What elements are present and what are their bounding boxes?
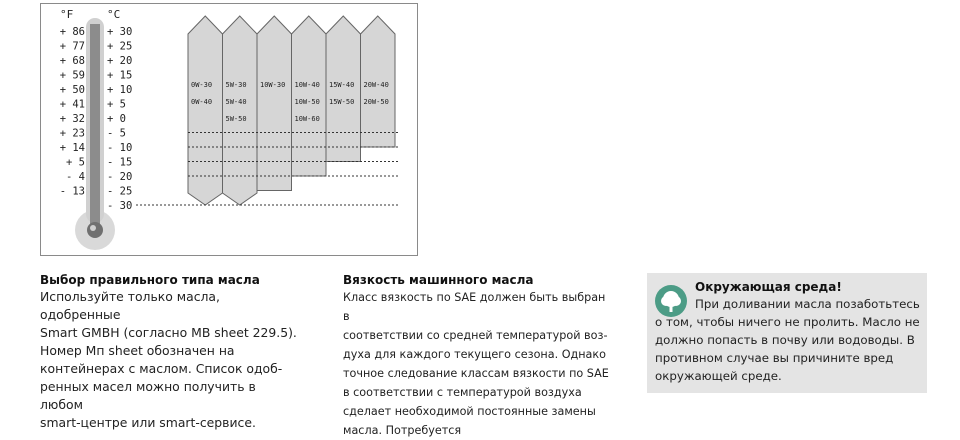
viscosity-column (257, 16, 292, 191)
viscosity-grade-label: 5W-50 (225, 115, 247, 123)
fahrenheit-tick-label: + 32 (59, 113, 85, 125)
text-line: духа для каждого текущего сезона. Однако (343, 348, 607, 361)
viscosity-grade-label: 10W-60 (294, 115, 320, 123)
text-line: smart-центре или smart-сервисе. (40, 415, 256, 430)
viscosity-grade-label: 10W-40 (294, 81, 320, 89)
celsius-tick-label: + 10 (107, 84, 133, 96)
celsius-tick-label: - 25 (107, 185, 133, 198)
text-line: Используйте только масла, одобренные (40, 289, 220, 322)
fahrenheit-tick-label: + 50 (59, 84, 85, 96)
environment-notice (647, 273, 927, 393)
viscosity-grade-label: 0W-40 (191, 98, 213, 106)
thermometer-bulb-highlight (90, 225, 96, 231)
fahrenheit-tick-label: + 77 (59, 40, 85, 53)
viscosity-grade-label: 20W-40 (363, 81, 389, 89)
viscosity-column (223, 16, 258, 205)
text-line: контейнерах с маслом. Список одоб- (40, 361, 283, 376)
viscosity-grade-label: 10W-50 (294, 98, 320, 106)
celsius-tick-label: - 5 (107, 127, 126, 140)
viscosity-grade-label: 15W-40 (329, 81, 355, 89)
fahrenheit-tick-label: + 5 (66, 156, 85, 169)
celsius-tick-label: - 20 (107, 171, 133, 183)
text-line: Класс вязкость по SAE должен быть выбран в (343, 291, 606, 323)
thermometer-tube-inner (90, 24, 100, 224)
text-line: масла. Потребуется (343, 424, 462, 437)
fahrenheit-tick-label: + 23 (59, 127, 85, 140)
celsius-tick-label: + 0 (107, 113, 126, 125)
viscosity-grade-label: 5W-40 (225, 98, 247, 106)
environment-text: При доливании масла позаботьтесь о том, чтобы ничего не пролить. Масло не должно попасть в почву или водоводы. В противном случае вы причините вред окружающей среде. (655, 297, 920, 383)
text-line: сделает необходимой постоянные замены (343, 405, 596, 418)
environment-title: Окружающая среда! (695, 280, 842, 294)
celsius-unit: °C (107, 8, 121, 21)
viscosity-grade-label: 0W-30 (191, 81, 213, 89)
viscosity-grade-label: 10W-30 (260, 81, 286, 89)
text-line: Номер Мп sheet обозначен на (40, 343, 235, 358)
celsius-tick-label: - 30 (107, 200, 133, 212)
viscosity-grade-label: 5W-30 (225, 81, 247, 89)
celsius-tick-label: + 5 (107, 98, 126, 111)
fahrenheit-tick-label: + 86 (59, 26, 85, 38)
section-viscosity (343, 272, 613, 437)
fahrenheit-tick-label: - 13 (59, 185, 85, 198)
text-line: Smart GMBH (согласно MB sheet 229.5). (40, 325, 297, 340)
section-oil-type-title: Выбор правильного типа масла (40, 273, 260, 287)
fahrenheit-tick-label: + 41 (59, 98, 85, 111)
fahrenheit-tick-label: + 68 (59, 55, 85, 67)
chart-canvas (41, 4, 419, 257)
viscosity-grade-label: 15W-50 (329, 98, 355, 106)
celsius-tick-label: + 20 (107, 55, 133, 67)
celsius-tick-label: + 25 (107, 40, 133, 53)
text-line: точное следование классам вязкости по SAE (343, 367, 609, 380)
celsius-tick-label: + 30 (107, 26, 133, 38)
viscosity-column (292, 16, 327, 176)
viscosity-column (188, 16, 223, 205)
celsius-tick-label: + 15 (107, 69, 133, 82)
celsius-tick-label: - 15 (107, 156, 133, 169)
fahrenheit-tick-label: - 4 (66, 171, 85, 183)
section-viscosity-title: Вязкость машинного масла (343, 273, 534, 287)
viscosity-grade-label: 20W-50 (363, 98, 389, 106)
fahrenheit-tick-label: + 59 (59, 69, 85, 82)
text-line: в соответствии с температурой воздуха (343, 386, 582, 399)
section-oil-type (40, 272, 302, 432)
text-line: ренных масел можно получить в любом (40, 379, 256, 412)
oil-viscosity-chart (40, 3, 418, 256)
fahrenheit-tick-label: + 14 (59, 142, 85, 154)
celsius-tick-label: - 10 (107, 142, 133, 154)
fahrenheit-unit: °F (60, 8, 74, 21)
text-line: соответствии со средней температурой воз- (343, 329, 608, 342)
